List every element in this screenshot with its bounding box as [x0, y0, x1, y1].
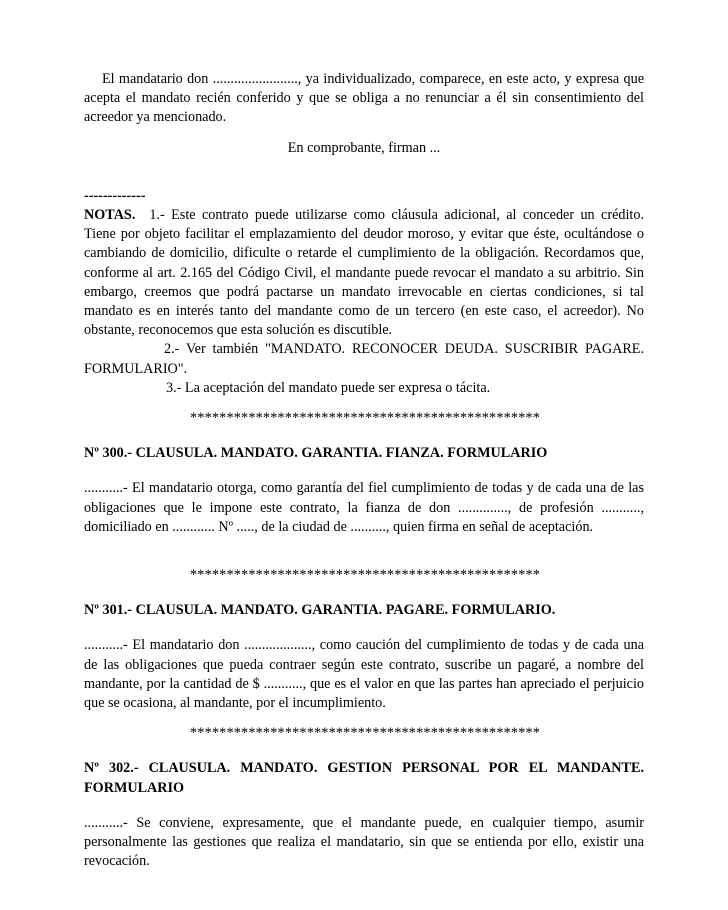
paragraph-301: ...........- El mandatario don ..................., como caución del cumplimiento de todas y de cada una de las obligaciones que pueda contraer según este contrato, suscribe un pagaré, a nombre del mandante, por la cantidad de $ ..........., que es el valor en que las partes han apreciado el perjuicio que se ocasiona, al mandante, por el incumplimiento. — [84, 637, 644, 712]
signature-line: En comprobante, firman ... — [287, 139, 441, 156]
paragraph-300: ...........- El mandatario otorga, como garantía del fiel cumplimiento de todas y de cada una de las obligaciones que le impone este contrato, la fianza de don .............., de profesión ..........., domiciliado en ............ Nº ....., de la ciudad de .........., quien firma en señal de aceptación. — [84, 480, 644, 535]
note-1 — [84, 206, 644, 340]
heading-302: Nº 302.- CLAUSULA. MANDATO. GESTION PERSONAL POR EL MANDANTE. FORMULARIO — [84, 760, 644, 796]
heading-300: Nº 300.- CLAUSULA. MANDATO. GARANTIA. FIANZA. FORMULARIO — [84, 445, 548, 462]
star-separator-2: ************************************************ — [190, 567, 541, 584]
paragraph-302: ...........- Se conviene, expresamente, que el mandante puede, en cualquier tiempo, asumir personalmente las gestiones que realiza el mandatario, sin que se entienda por ello, existir una revocación. — [84, 814, 644, 870]
note-3: 3.- La aceptación del mandato puede ser expresa o tácita. — [166, 379, 491, 396]
dash-separator: ------------- — [84, 187, 146, 204]
intro-paragraph: El mandatario don ........................, ya individualizado, comparece, en este acto, y expresa que acepta el mandato recién conferido y que se obliga a no renunciar a él sin consentimiento del acreedor ya mencionado. — [84, 71, 644, 126]
heading-301: Nº 301.- CLAUSULA. MANDATO. GARANTIA. PAGARE. FORMULARIO. — [84, 602, 556, 619]
document-page — [84, 70, 644, 872]
notes-label: NOTAS. — [84, 207, 136, 224]
note-1-text: 1.- Este contrato puede utilizarse como cláusula adicional, al conceder un crédito. Tiene por objeto facilitar el emplazamiento del deudor moroso, y evitar que éste, ocultándose o cambiando de domicilio, dificulte o retarde el cumplimiento de la obligación. Recordamos que, conforme al art. 2.165 del Código Civil, el mandante puede revocar el mandato a su arbitrio. Sin embargo, creemos que podrá pactarse un mandato irrevocable en ciertas condiciones, si tal mandato es en interés tanto del mandante como de un tercero (en este caso, el acreedor). No obstante, reconocemos que esta solución es discutible. — [84, 207, 644, 339]
note-2: 2.- Ver también "MANDATO. RECONOCER DEUDA. SUSCRIBIR PAGARE. FORMULARIO". — [84, 341, 644, 377]
star-separator-1: ************************************************ — [190, 410, 541, 427]
star-separator-3: ************************************************ — [190, 725, 541, 742]
